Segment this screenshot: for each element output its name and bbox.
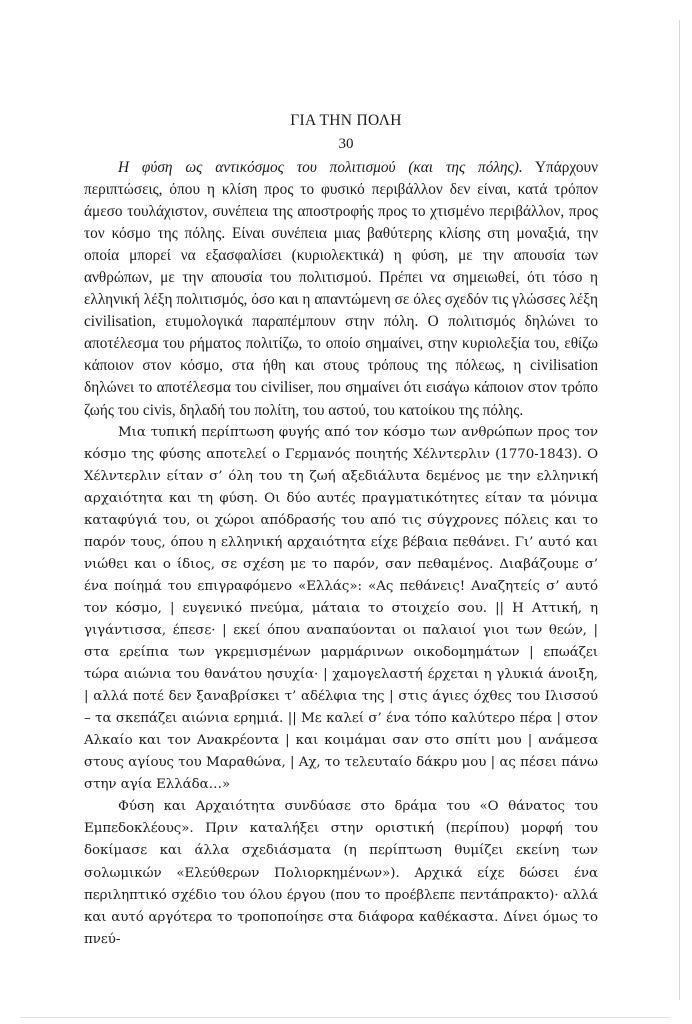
page-edge-bottom bbox=[20, 1017, 670, 1018]
running-head-title: ΓΙΑ ΤΗΝ ΠΟΛΗ bbox=[290, 112, 402, 129]
page-edge-right bbox=[679, 20, 680, 1000]
paragraph-1 bbox=[84, 157, 598, 422]
paragraph-1-text: Υπάρχουν περιπτώσεις, όπου η κλίση προς το φυσικό περιβάλλον δεν είναι, κατά τρόπον άμεσο τουλάχιστον, συνέπεια της αποστροφής προς το χτισμένο περιβάλλον, προς τον κόσμο της πόλης. Είναι συνέπεια μιας βαθύτερης κλίσης στη μοναξιά, την οποία μπορεί να εξασφαλίσει (κυριολεκτικά) η φύση, με την απουσία των ανθρώπων, με την απουσία του πολιτισμού. Πρέπει να σημειωθεί, ότι τόσο η ελληνική λέξη πολιτισμός, όσο και η απαντώμενη σε όλες σχεδόν τις γλώσσες λέξη civilisation, ετυμολογικά παραπέμπουν στην πόλη. Ο πολιτισμός δηλώνει το αποτέλεσμα του ρήματος πολιτίζω, το οποίο σημαίνει, στην κυριολεξία του, εθίζω κάποιον στον κόσμο, στα ήθη και στους τρόπους της πόλεως, η civilisation δηλώνει το αποτέλεσμα του civiliser, που σημαίνει ότι εισάγω κάποιον στον τρόπο ζωής του civis, δηλαδή του πολίτη, του αστού, του κατοίκου της πόλης. bbox=[84, 159, 598, 419]
body-text bbox=[84, 157, 598, 951]
paragraph-1-lead-italic: Η φύση ως αντικόσμος του πολιτισμού (και της πόλης). bbox=[118, 159, 523, 176]
page-number: 30 bbox=[338, 136, 354, 152]
paragraph-2: Μια τυπική περίπτωση φυγής από τον κόσμο των ανθρώπων προς τον κόσμο της φύσης αποτελεί ο Γερμανός ποιητής Χέλντερλιν (1770-1843). Ο Χέλντερλιν είταν σ’ όλη του τη ζωή αξεδιάλυτα δεμένος με την ελληνική αρχαιότητα και τη φύση. Οι δύο αυτές πραγματικότητες είταν τα μόνιμα καταφύγιά του, οι χώροι απόδρασής του από τις σύγχρονες πόλεις και το παρόν τους, όπου η ελληνική αρχαιότητα είχε βέβαια πεθάνει. Γι’ αυτό και νιώθει και ο ίδιος, σε σχέση με το παρόν, σαν πεθαμένος. Διαβάζουμε σ’ ένα ποίημά του επιγραφόμενο «Ελλάς»: «Ας πεθάνεις! Αναζητείς σ’ αυτό τον κόσμο, | ευγενικό πνεύμα, μάταια το στοιχείο σου. || Η Αττική, η γιγάντισσα, έπεσε· | εκεί όπου αναπαύονται οι παλαιοί γιοι των θεών, | στα ερείπια των γκρεμισμένων μαρμάρινων οικοδομημάτων | επωάζει τώρα αιώνια του θανάτου ησυχία· | χαμογελαστή έρχεται η γλυκιά άνοιξη, | αλλά ποτέ δεν ξαναβρίσκει τ’ αδέλφια της | στις άγιες όχθες του Ιλισσού – τα σκεπάζει αιώνια ερημιά. || Με καλεί σ’ ένα τόπο καλύτερο πέρα | στον Αλκαίο και τον Ανακρέοντα | και κοιμάμαι σαν στο σπίτι μου | ανάμεσα στους αγίους του Μαραθώνα, | Αχ, το τελευταίο δάκρυ μου | ας πέσει πάνω στην αγία Ελλάδα…» bbox=[84, 424, 598, 793]
paragraph-3: Φύση και Αρχαιότητα συνδύασε στο δράμα του «Ο θάνατος του Εμπεδοκλέους». Πριν καταλήξει στην οριστική (περίπου) μορφή του δοκίμασε και άλλα σχεδιάσματα (η περίπτωση θυμίζει εκείνη των σολωμικών «Ελεύθερων Πολιορκημένων»). Αρχικά είχε δώσει ένα περιληπτικό σχέδιο του όλου έργου (που το προέβλεπε πεντάπρακτο)· αλλά και αυτό αργότερα το τροποποίησε στα διάφορα καθέκαστα. Δίνει όμως το πνεύ- bbox=[84, 799, 598, 947]
